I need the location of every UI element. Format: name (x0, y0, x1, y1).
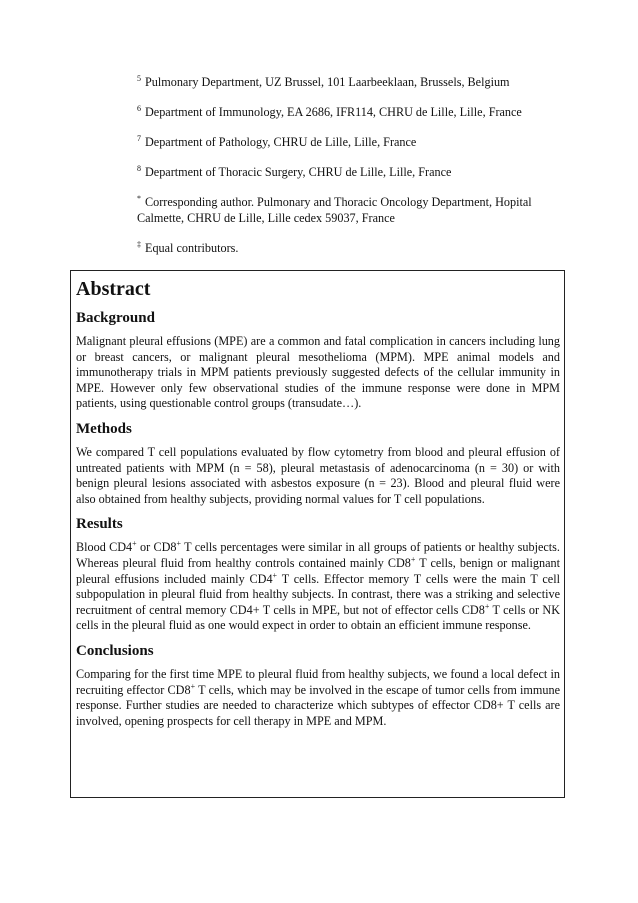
affiliation-mark: 6 (137, 104, 141, 113)
affiliation-mark: 5 (137, 74, 141, 83)
results-heading: Results (76, 516, 123, 533)
background-text: Malignant pleural effusions (MPE) are a common and fatal complication in cancers including lung or breast cancers, or malignant pleural mesothelioma (MPM). MPE animal models and immunotherapy trials in MPM patients previously suggested defects of the cellular immunity in MPE. However only few observational studies of the immune response were done in MPM patients, using questionable control groups (transudate…). (76, 334, 560, 411)
superscript-plus: + (484, 601, 490, 611)
methods-text: We compared T cell populations evaluated by flow cytometry from blood and pleural effusion of untreated patients with MPM (n = 58), pleural metastasis of adenocarcinoma (n = 30) or with benign pleural lesions associated with asbestos exposure (n = 23). Blood and pleural fluid were also obtained from healthy subjects, providing normal values for T cell populations. (76, 444, 560, 506)
abstract-box (70, 270, 565, 798)
results-text-part: T cells percentages were similar in all groups of patients or healthy subjects. Whereas pleural fluid from healthy controls contained mainly CD8 (76, 540, 560, 570)
affiliation-5 (137, 74, 562, 90)
affiliation-text: Department of Immunology, EA 2686, IFR114, CHRU de Lille, Lille, France (145, 105, 522, 119)
conclusions-text (76, 667, 560, 729)
affiliation-mark: 7 (137, 134, 141, 143)
affiliation-text: Department of Thoracic Surgery, CHRU de Lille, Lille, France (145, 165, 452, 179)
results-text-part: T cells. Effector memory T cells were the main T cell subpopulation in pleural fluid from healthy subjects. In contrast, there was a striking and selective recruitment of central memory CD4+ T cells in MPE, but not of effector cells CD8 (76, 571, 560, 617)
abstract-title: Abstract (76, 278, 151, 300)
superscript-plus: + (176, 539, 182, 549)
affiliation-6 (137, 104, 562, 120)
conclusions-heading: Conclusions (76, 642, 154, 659)
superscript-plus: + (272, 570, 278, 580)
affiliation-text: Department of Pathology, CHRU de Lille, Lille, France (145, 135, 417, 149)
superscript-plus: + (410, 554, 416, 564)
conclusions-text-part: Comparing for the first time MPE to pleural fluid from healthy subjects, we found a local defect in recruiting effector CD8 (76, 666, 560, 697)
conclusions-text-part: T cells, which may be involved in the escape of tumor cells from immune response. Further studies are needed to characterize which subtypes of effector CD8+ T cells are involved, opening prospects for cell therapy in MPE and MPM. (76, 682, 560, 728)
affiliation-text: Corresponding author. Pulmonary and Thoracic Oncology Department, Hopital Calmette, CHRU de Lille, Lille cedex 59037, France (137, 195, 532, 225)
corresponding-author (137, 194, 562, 226)
affiliation-7 (137, 134, 562, 150)
affiliation-mark: ‡ (137, 240, 141, 249)
superscript-plus: + (132, 539, 137, 549)
results-text-part: Blood CD4 (76, 540, 133, 555)
affiliation-8 (137, 164, 562, 180)
results-text-part: T cells or NK cells in the pleural fluid as one would expect in order to obtain an efficient immune response. (76, 602, 561, 633)
affiliation-text: Pulmonary Department, UZ Brussel, 101 Laarbeeklaan, Brussels, Belgium (145, 75, 510, 89)
affiliation-mark: * (137, 194, 141, 203)
equal-contributors (137, 240, 562, 256)
background-heading: Background (76, 310, 155, 326)
results-text-part: or CD8 (136, 540, 177, 555)
affiliation-mark: 8 (137, 164, 141, 173)
results-text (76, 540, 560, 634)
methods-heading: Methods (76, 420, 132, 437)
results-text-part: T cells, benign or malignant pleural effusions included mainly CD4 (76, 555, 561, 586)
affiliation-text: Equal contributors. (145, 241, 239, 255)
superscript-plus: + (190, 681, 196, 691)
